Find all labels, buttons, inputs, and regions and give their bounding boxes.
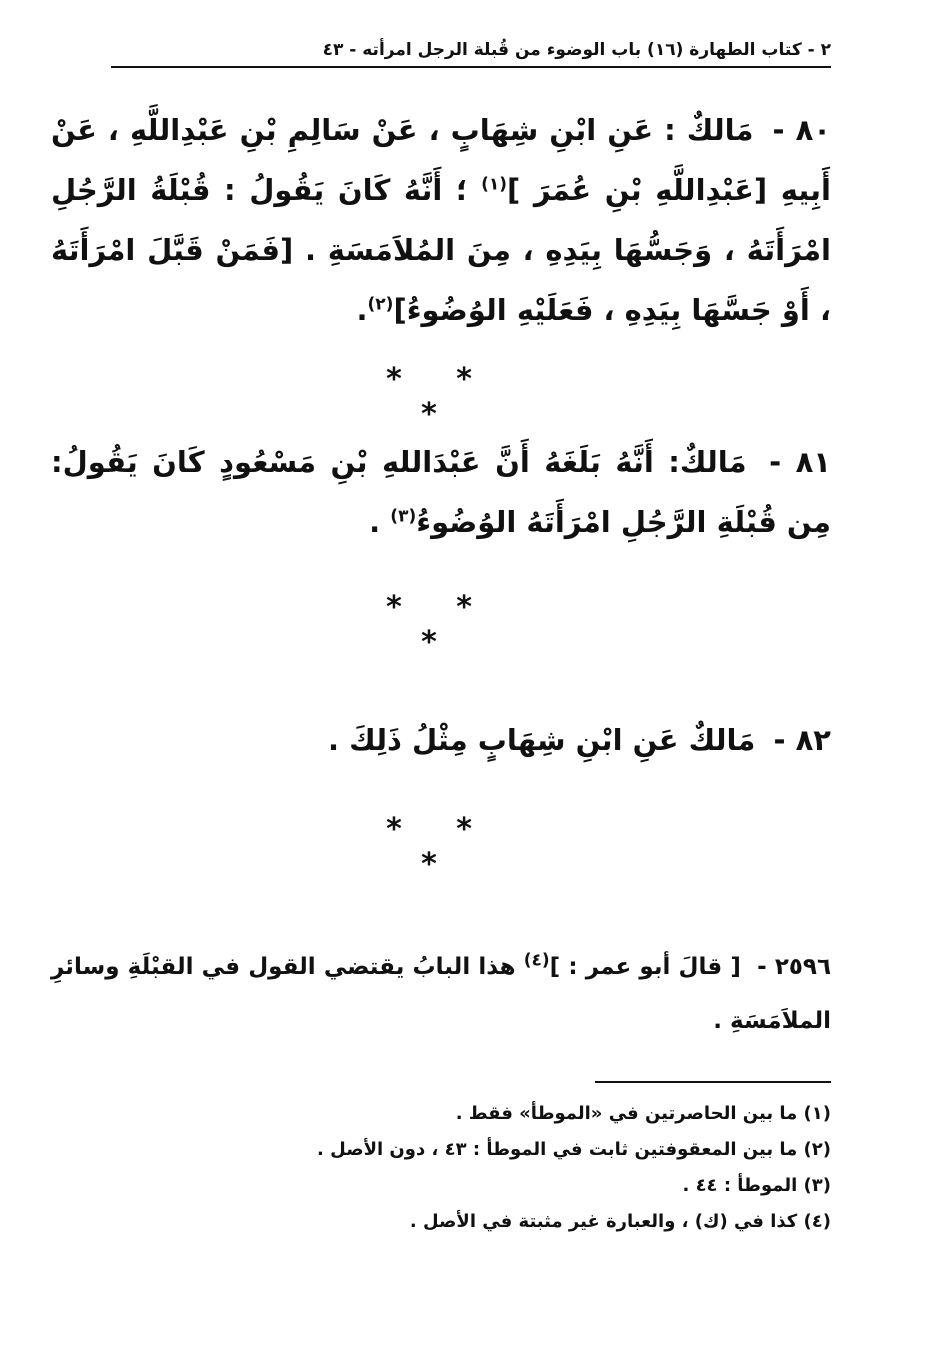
footnote-item: (٢) ما بين المعقوفتين ثابت في الموطأ : ٤٣ ، دون الأصل . xyxy=(317,1139,831,1160)
footnote-ref: (١) xyxy=(481,174,508,195)
hadith-text-continued: ؛ أَنَّهُ كَانَ يَقُولُ : قُبْلَةُ الرَّجُلِ امْرَأَتَهُ ، وَجَسُّهَا بِيَدِهِ ، مِنَ المُلاَمَسَةِ . [فَمَنْ قَبَّلَ امْرَأَتَهُ ، أَوْ جَسَّهَا بِيَدِهِ ، فَعَلَيْهِ الوُضُوءُ] xyxy=(51,173,831,327)
hadith-text: مَالكٌ: أَنَّهُ بَلَغَهُ أَنَّ عَبْدَاللهِ بْنِ مَسْعُودٍ كَانَ يَقُولُ: مِن قُبْلَةِ الرَّجُلِ امْرَأَتَهُ الوُضُوءُ xyxy=(51,445,831,539)
footnote-item: (١) ما بين الحاصرتين في «الموطأ» فقط . xyxy=(455,1103,831,1124)
footnote-item: (٤) كذا في (ك) ، والعبارة غير مثبتة في الأصل . xyxy=(409,1211,831,1232)
footnote-ref: (٣) xyxy=(390,506,417,527)
hadith-number: ٨٢ - xyxy=(773,723,831,757)
hadith-number: ٨٠ - xyxy=(772,113,831,147)
section-separator: * * * xyxy=(386,590,494,660)
running-header: ٢ - كتاب الطهارة (١٦) باب الوضوء من قُبلة الرجل امرأته - ٤٣ xyxy=(322,40,831,60)
commentary-text: هذا البابُ يقتضي القول في القبْلَةِ وسائرِ الملاَمَسَةِ . xyxy=(51,954,831,1034)
commentary-heading: [ قالَ أبو عمر : ] xyxy=(549,954,741,980)
commentary-number: ٢٥٩٦ - xyxy=(757,954,831,980)
hadith-80 xyxy=(51,100,831,340)
hadith-end-mark: . xyxy=(369,505,381,539)
header-rule xyxy=(111,66,831,68)
hadith-number: ٨١ - xyxy=(769,445,831,479)
hadith-text: مَالكٌ عَنِ ابْنِ شِهَابٍ مِثْلُ ذَلِكَ . xyxy=(328,723,756,757)
footnote-rule xyxy=(595,1081,831,1083)
hadith-82 xyxy=(51,710,831,770)
footnote-ref: (٢) xyxy=(367,294,394,315)
hadith-81 xyxy=(51,432,831,552)
commentary-2596 xyxy=(51,940,831,1048)
footnote-item: (٣) الموطأ : ٤٤ . xyxy=(682,1175,831,1196)
section-separator: * * * xyxy=(386,362,494,432)
hadith-end-mark: . xyxy=(356,293,368,327)
section-separator: * * * xyxy=(386,812,494,882)
hadith-text: مَالكٌ : عَنِ ابْنِ شِهَابٍ ، عَنْ سَالِمِ بْنِ عَبْدِاللَّهِ ، عَنْ أَبِيهِ [عَبْدِاللَّهِ بْنِ عُمَرَ ] xyxy=(51,113,831,207)
footnote-ref: (٤) xyxy=(523,950,550,971)
footnotes xyxy=(111,1096,831,1240)
